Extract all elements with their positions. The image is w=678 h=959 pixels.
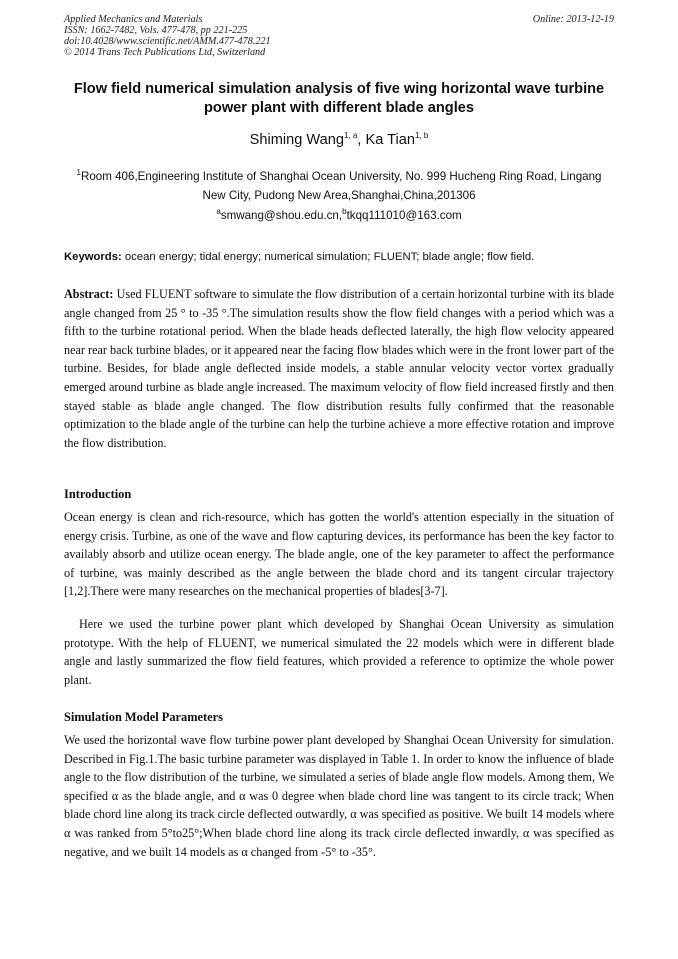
copyright-line: © 2014 Trans Tech Publications Ltd, Switzerland	[64, 47, 266, 58]
affiliation-text: Room 406,Engineering Institute of Shanghai Ocean University, No. 999 Hucheng Ring Road, Lingang New City, Pudong New Area,Shanghai,China,201306	[80, 170, 602, 202]
simulation-paragraph: We used the horizontal wave flow turbine power plant developed by Shanghai Ocean University for simulation. Described in Fig.1.The basic turbine parameter was displayed in Table 1. In order to know the influence of blade angle to the flow distribution of the turbine, we simulated a series of blade angle flow models. Among them, We specified α as the blade angle, and α was 0 degree when blade chord line was tangent to its circle track; When blade chord line along its track circle deflected outwardly, α was specified as positive. We built 14 models where α was ranked from 5°to25°;When blade chord line along its track circle deflected inwardly, α was specified as negative, and we built 14 models as α changed from -5° to -35°.	[64, 733, 614, 859]
online-date-text: Online: 2013-12-19	[532, 14, 614, 25]
author-name: Shiming Wang	[249, 132, 345, 148]
journal-name: Applied Mechanics and Materials	[64, 14, 203, 25]
email-address: smwang@shou.edu.cn,	[220, 209, 343, 222]
section-heading-introduction: Introduction	[64, 487, 132, 501]
author-superscript: 1, a	[344, 131, 358, 141]
author-line	[64, 131, 614, 149]
affiliation	[64, 167, 614, 205]
email-superscript: a	[216, 207, 221, 217]
keywords	[64, 249, 614, 265]
issn-line: ISSN: 1662-7482, Vols. 477-478, pp 221-225	[64, 25, 248, 36]
abstract-label: Abstract:	[64, 287, 114, 301]
email-address: tkqq111010@163.com	[346, 209, 462, 222]
introduction-paragraph: Ocean energy is clean and rich-resource, which has gotten the world's attention especially in the situation of energy crisis. Turbine, as one of the wave and flow capturing devices, its performance has been the key factor to availably absorb and utilize ocean energy. The blade angle, one of the key parameter to affect the performance of turbine, was mainly described as the angle between the blade chord and its tangent circular trajectory [1,2].There were many researches on the mechanical properties of blades[3-7].	[64, 510, 614, 599]
affiliation-superscript: 1	[76, 168, 81, 178]
abstract-text: Used FLUENT software to simulate the flow distribution of a certain horizontal turbine with its blade angle changed from 25 ° to -35 °.The simulation results show the flow field changes with a period which was a fifth to the turbine rotational period. When the blade heads deflected laterally, the high flow velocity appeared near rear back turbine blades, or it appeared near the facing flow blades which were in the front lower part of the turbine. Besides, for blade angle deflected inside models, a stable annular velocity vector vortex gradually emerged around turbine as blade angle increased. The maximum velocity of flow field increased firstly and then stayed stable as blade angle changed. The flow distribution results fully confirmed that the reasonable optimization to the blade angle of the turbine can help the turbine achieve a more effective rotation and improve the flow distribution.	[64, 287, 614, 450]
paper-title: Flow field numerical simulation analysis of five wing horizontal wave turbine power plant with different blade angles	[73, 81, 605, 116]
author-superscript: 1, b	[414, 131, 429, 141]
section-heading-simulation: Simulation Model Parameters	[64, 710, 223, 724]
abstract	[64, 285, 614, 452]
email-line	[64, 208, 614, 224]
introduction-paragraph: Here we used the turbine power plant which developed by Shanghai Ocean University as simulation prototype. With the help of FLUENT, we numerical simulated the 22 models which were in different blade angle and lastly summarized the flow field features, which provided a reference to optimize the whole power plant.	[64, 617, 614, 687]
keywords-text: ocean energy; tidal energy; numerical simulation; FLUENT; blade angle; flow field.	[121, 251, 535, 263]
online-date	[533, 14, 614, 25]
email-superscript: b	[342, 207, 347, 217]
journal-header	[64, 14, 271, 58]
author-name: Ka Tian	[365, 132, 415, 148]
author-separator: ,	[357, 132, 366, 148]
keywords-label: Keywords:	[64, 251, 122, 263]
doi-line: doi:10.4028/www.scientific.net/AMM.477-478.221	[64, 36, 271, 47]
